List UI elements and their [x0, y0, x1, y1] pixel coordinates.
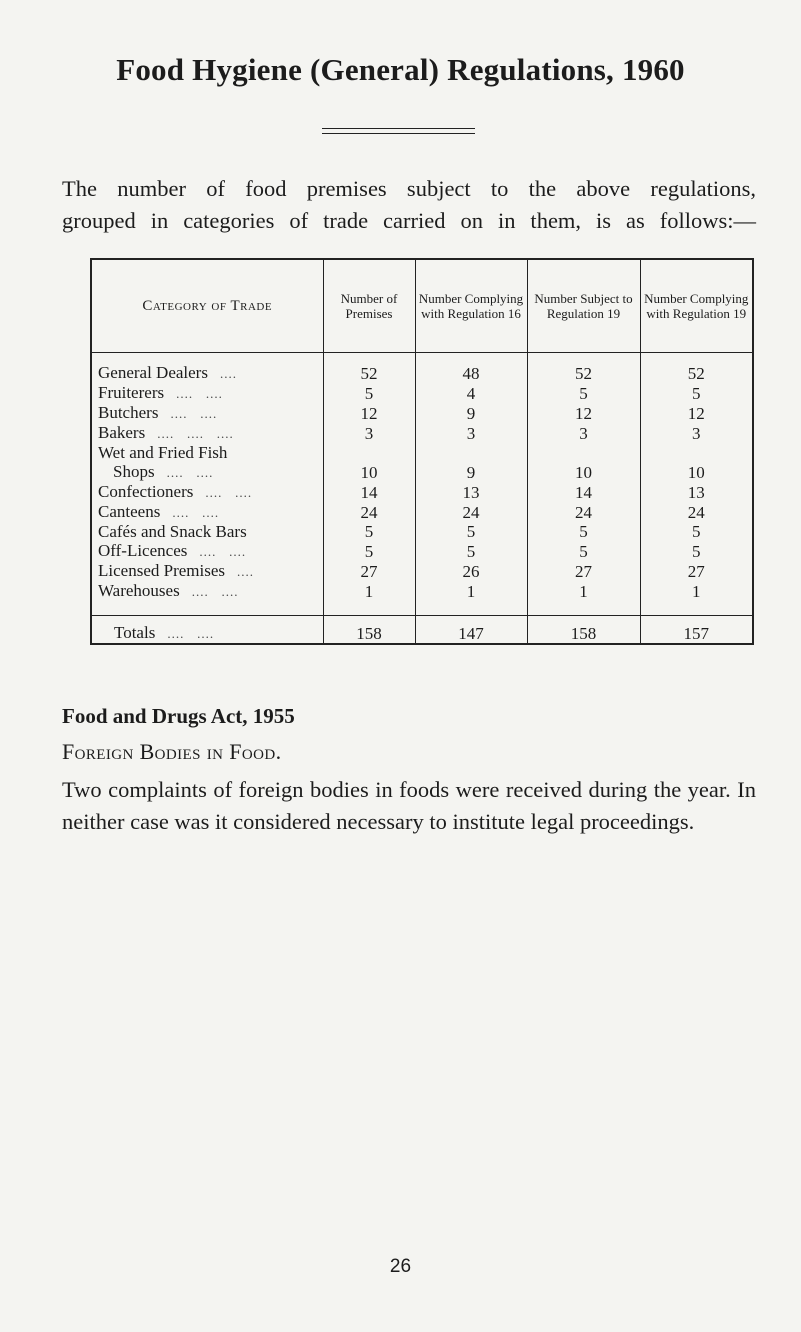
complying-19-cell: 13	[640, 482, 753, 502]
subject-19-cell: 52	[527, 353, 640, 384]
premises-cell: 12	[323, 403, 415, 423]
leader-dots: .... ....	[191, 584, 239, 599]
leader-dots: .... ....	[170, 406, 218, 421]
complying-16-cell: 4	[415, 383, 527, 403]
spacer-cell	[527, 601, 640, 616]
complying-19-cell: 52	[640, 353, 753, 384]
category-cell	[91, 522, 323, 541]
category-cell	[91, 561, 323, 581]
complying-19-cell: 10	[640, 443, 753, 482]
totals-row	[91, 616, 753, 645]
premises-cell: 52	[323, 353, 415, 384]
category-cell	[91, 581, 323, 601]
leader-dots: ....	[219, 366, 237, 381]
table-spacer-row	[91, 601, 753, 616]
table-row	[91, 541, 753, 561]
category-cell	[91, 423, 323, 443]
totals-premises-cell: 158	[323, 616, 415, 645]
leader-dots: .... ....	[205, 485, 253, 500]
premises-cell: 10	[323, 443, 415, 482]
intro-paragraph	[62, 173, 756, 237]
complying-19-cell: 24	[640, 502, 753, 522]
table-row	[91, 482, 753, 502]
complying-16-cell: 24	[415, 502, 527, 522]
table-row	[91, 353, 753, 384]
header-complying-regulation-16: Number Complying with Regulation 16	[415, 259, 527, 353]
premises-cell: 24	[323, 502, 415, 522]
category-name: Wet and Fried Fish	[98, 443, 228, 462]
table-row	[91, 561, 753, 581]
category-name: Warehouses	[98, 581, 180, 600]
subject-19-cell: 5	[527, 522, 640, 541]
category-name: Confectioners	[98, 482, 194, 501]
spacer-cell	[415, 601, 527, 616]
totals-label-cell	[91, 616, 323, 645]
complying-16-cell: 9	[415, 403, 527, 423]
premises-cell: 3	[323, 423, 415, 443]
header-subject-regulation-19: Number Subject to Regulation 19	[527, 259, 640, 353]
totals-complying-16-cell: 147	[415, 616, 527, 645]
complying-19-cell: 12	[640, 403, 753, 423]
leader-dots: ....	[237, 564, 254, 579]
category-cell	[91, 403, 323, 423]
intro-line: The number of food premises subject to the above regulations,	[62, 176, 756, 201]
header-number-of-premises: Number of Premises	[323, 259, 415, 353]
table-row	[91, 403, 753, 423]
body-paragraph: Two complaints of foreign bodies in foods were received during the year. In neither case was it considered necessary to institute legal proceedings.	[62, 777, 756, 834]
category-name: Cafés and Snack Bars	[98, 522, 247, 541]
page-title: Food Hygiene (General) Regulations, 1960	[116, 52, 685, 87]
category-name: Butchers	[98, 403, 159, 422]
title-divider-bottom	[322, 133, 475, 134]
complying-19-cell: 3	[640, 423, 753, 443]
subject-19-cell: 14	[527, 482, 640, 502]
section-subheading: Foreign Bodies in Food.	[62, 739, 282, 764]
leader-dots: .... ....	[172, 505, 220, 520]
totals-complying-19-cell: 157	[640, 616, 753, 645]
leader-dots: .... ....	[199, 544, 247, 559]
premises-cell: 1	[323, 581, 415, 601]
totals-subject-19-cell: 158	[527, 616, 640, 645]
complying-16-cell: 3	[415, 423, 527, 443]
header-complying-regulation-19: Number Complying with Regulation 19	[640, 259, 753, 353]
leader-dots: .... ....	[176, 386, 223, 401]
table-row	[91, 581, 753, 601]
category-name: Bakers	[98, 423, 146, 442]
category-name-line2: Shops	[113, 462, 155, 481]
complying-16-cell: 9	[415, 443, 527, 482]
category-name: General Dealers	[98, 363, 208, 382]
spacer-cell	[91, 601, 323, 616]
premises-table	[90, 258, 754, 645]
spacer-cell	[323, 601, 415, 616]
header-category-of-trade: Category of Trade	[91, 259, 323, 353]
premises-cell: 5	[323, 541, 415, 561]
title-divider-top	[322, 128, 475, 129]
complying-19-cell: 5	[640, 383, 753, 403]
category-cell	[91, 383, 323, 403]
premises-cell: 14	[323, 482, 415, 502]
leader-dots: .... .... ....	[157, 426, 234, 441]
complying-16-cell: 13	[415, 482, 527, 502]
table-row	[91, 502, 753, 522]
subject-19-cell: 27	[527, 561, 640, 581]
subject-19-cell: 1	[527, 581, 640, 601]
table-header-row	[91, 259, 753, 353]
complying-16-cell: 1	[415, 581, 527, 601]
subject-19-cell: 5	[527, 541, 640, 561]
premises-cell: 27	[323, 561, 415, 581]
subject-19-cell: 12	[527, 403, 640, 423]
subject-19-cell: 3	[527, 423, 640, 443]
complying-19-cell: 27	[640, 561, 753, 581]
category-cell	[91, 541, 323, 561]
category-cell	[91, 502, 323, 522]
subject-19-cell: 24	[527, 502, 640, 522]
premises-cell: 5	[323, 383, 415, 403]
complying-16-cell: 26	[415, 561, 527, 581]
subject-19-cell: 5	[527, 383, 640, 403]
category-name: Licensed Premises	[98, 561, 225, 580]
complying-19-cell: 5	[640, 541, 753, 561]
table-row	[91, 522, 753, 541]
category-name-continued	[98, 462, 323, 482]
intro-line: grouped in categories of trade carried on in them, is as follows:—	[62, 208, 756, 233]
complying-16-cell: 48	[415, 353, 527, 384]
premises-cell: 5	[323, 522, 415, 541]
complying-16-cell: 5	[415, 522, 527, 541]
category-name: Canteens	[98, 502, 161, 521]
section-heading: Food and Drugs Act, 1955	[62, 704, 295, 728]
spacer-cell	[640, 601, 753, 616]
complying-19-cell: 1	[640, 581, 753, 601]
category-name: Fruiterers	[98, 383, 165, 402]
complying-19-cell: 5	[640, 522, 753, 541]
category-cell	[91, 482, 323, 502]
table-row	[91, 443, 753, 482]
table-row	[91, 423, 753, 443]
leader-dots: .... ....	[166, 465, 214, 480]
table-row	[91, 383, 753, 403]
category-name: Off-Licences	[98, 541, 188, 560]
category-cell	[91, 443, 323, 482]
category-cell	[91, 353, 323, 384]
complying-16-cell: 5	[415, 541, 527, 561]
page-number: 26	[389, 1256, 412, 1277]
subject-19-cell: 10	[527, 443, 640, 482]
leader-dots: .... ....	[167, 626, 215, 641]
totals-label: Totals	[114, 623, 156, 642]
